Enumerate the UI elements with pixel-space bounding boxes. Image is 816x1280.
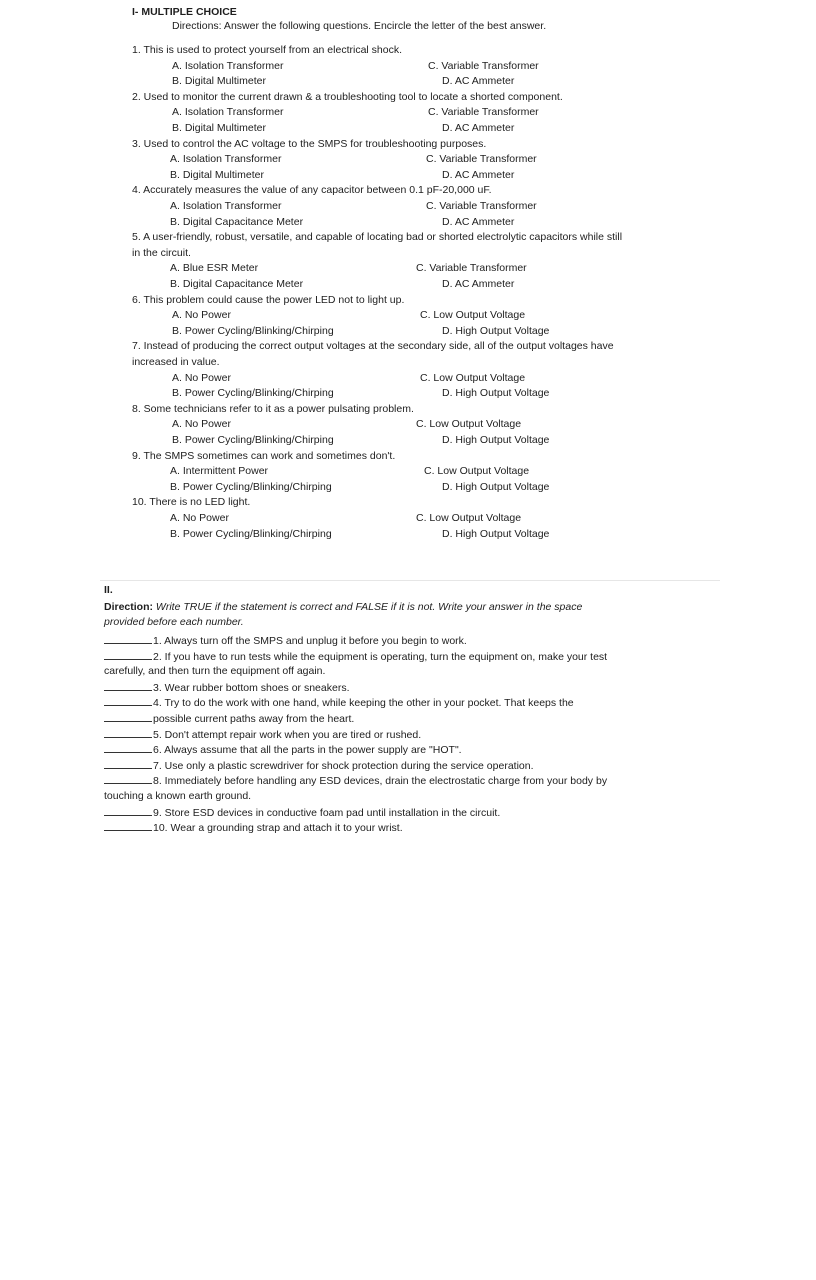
option-d[interactable]: D. AC Ammeter <box>442 75 515 88</box>
option-c[interactable]: C. Variable Transformer <box>428 106 539 119</box>
answer-blank[interactable] <box>104 774 152 784</box>
tf-item <box>104 696 574 710</box>
option-a[interactable]: A. Isolation Transformer <box>170 200 282 212</box>
option-b[interactable]: B. Digital Capacitance Meter <box>170 215 304 228</box>
question-text: 6. This problem could cause the power LED not to light up. <box>132 293 405 306</box>
answer-blank[interactable] <box>104 681 152 691</box>
option-c[interactable]: C. Variable Transformer <box>428 59 539 72</box>
tf-statement: 2. If you have to run tests while the equipment is operating, turn the equipment on, make your test <box>153 650 608 663</box>
answer-blank[interactable] <box>104 634 152 644</box>
tf-statement: 7. Use only a plastic screwdriver for shock protection during the service operation. <box>153 759 534 772</box>
question-text: 2. Used to monitor the current drawn & a troubleshooting tool to locate a shorted component. <box>132 90 563 103</box>
option-a[interactable]: A. No Power <box>172 418 231 431</box>
tf-item <box>104 650 607 664</box>
option-a[interactable]: A. Isolation Transformer <box>172 59 284 72</box>
part1-directions: Directions: Answer the following questions. Encircle the letter of the best answer. <box>172 20 547 32</box>
option-d[interactable]: D. High Output Voltage <box>442 324 550 337</box>
answer-blank[interactable] <box>104 728 152 738</box>
option-b[interactable]: B. Power Cycling/Blinking/Chirping <box>172 387 334 400</box>
tf-statement: 5. Don't attempt repair work when you are tired or rushed. <box>153 728 422 741</box>
option-a[interactable]: A. Isolation Transformer <box>170 153 282 166</box>
option-a[interactable]: A. No Power <box>172 371 231 384</box>
option-b[interactable]: B. Power Cycling/Blinking/Chirping <box>170 480 332 493</box>
option-c[interactable]: C. Low Output Voltage <box>416 512 522 524</box>
option-d[interactable]: D. High Output Voltage <box>442 387 550 400</box>
tf-statement: 8. Immediately before handling any ESD devices, drain the electrostatic charge from your body by <box>153 775 608 788</box>
option-c[interactable]: C. Low Output Voltage <box>424 465 530 478</box>
question-text: increased in value. <box>132 356 220 368</box>
option-d[interactable]: D. AC Ammeter <box>442 278 515 290</box>
direction-label: Direction: <box>104 601 154 613</box>
tf-statement: 10. Wear a grounding strap and attach it to your wrist. <box>153 822 403 835</box>
option-c[interactable]: C. Variable Transformer <box>416 262 527 275</box>
answer-blank[interactable] <box>104 712 152 722</box>
option-d[interactable]: D. AC Ammeter <box>442 168 515 181</box>
tf-item <box>104 728 421 742</box>
question-text: in the circuit. <box>132 246 191 259</box>
question-text: 3. Used to control the AC voltage to the SMPS for troubleshooting purposes. <box>132 137 487 150</box>
part1-heading: I- MULTIPLE CHOICE <box>132 6 237 18</box>
tf-item <box>104 774 607 788</box>
option-b[interactable]: B. Power Cycling/Blinking/Chirping <box>170 527 332 540</box>
option-d[interactable]: D. High Output Voltage <box>442 527 550 540</box>
question-text: 9. The SMPS sometimes can work and sometimes don't. <box>132 449 396 462</box>
option-a[interactable]: A. Intermittent Power <box>170 465 269 478</box>
option-d[interactable]: D. High Output Voltage <box>442 480 550 493</box>
option-d[interactable]: D. AC Ammeter <box>442 122 515 134</box>
question-text: 5. A user-friendly, robust, versatile, and capable of locating bad or shorted electrolytic capacitors while still <box>132 231 623 244</box>
question-text: 4. Accurately measures the value of any capacitor between 0.1 pF-20,000 uF. <box>132 184 492 197</box>
tf-item <box>104 743 462 757</box>
option-d[interactable]: D. AC Ammeter <box>442 215 515 228</box>
option-a[interactable]: A. No Power <box>172 309 231 322</box>
tf-statement: 9. Store ESD devices in conductive foam pad until installation in the circuit. <box>153 806 501 819</box>
tf-item <box>104 759 534 773</box>
tf-item <box>104 821 403 835</box>
tf-statement: 3. Wear rubber bottom shoes or sneakers. <box>153 681 350 694</box>
option-c[interactable]: C. Variable Transformer <box>426 153 537 166</box>
option-b[interactable]: B. Power Cycling/Blinking/Chirping <box>172 434 334 446</box>
tf-item <box>104 806 500 820</box>
tf-statement: 6. Always assume that all the parts in the power supply are "HOT". <box>153 744 462 757</box>
option-b[interactable]: B. Digital Multimeter <box>172 75 266 88</box>
direction-text-2: provided before each number. <box>104 616 244 628</box>
tf-statement-continued: carefully, and then turn the equipment off again. <box>104 665 326 678</box>
option-d[interactable]: D. High Output Voltage <box>442 434 550 446</box>
tf-statement: 4. Try to do the work with one hand, while keeping the other in your pocket. That keeps the <box>153 697 574 710</box>
answer-blank[interactable] <box>104 696 152 706</box>
question-text: 10. There is no LED light. <box>132 496 251 509</box>
part2-heading: II. <box>104 584 113 596</box>
answer-blank[interactable] <box>104 821 152 831</box>
option-b[interactable]: B. Power Cycling/Blinking/Chirping <box>172 324 334 337</box>
option-c[interactable]: C. Variable Transformer <box>426 200 537 212</box>
tf-item-continued <box>104 712 354 726</box>
tf-statement-continued: touching a known earth ground. <box>104 790 252 802</box>
option-b[interactable]: B. Digital Multimeter <box>172 122 266 134</box>
option-c[interactable]: C. Low Output Voltage <box>416 418 522 431</box>
question-text: 1. This is used to protect yourself from an electrical shock. <box>132 44 403 56</box>
question-text: 7. Instead of producing the correct output voltages at the secondary side, all of the output voltages have <box>132 340 614 353</box>
option-c[interactable]: C. Low Output Voltage <box>420 309 526 322</box>
tf-item <box>104 681 350 695</box>
part2-directions <box>104 601 582 614</box>
tf-statement: 1. Always turn off the SMPS and unplug it before you begin to work. <box>153 635 467 647</box>
option-a[interactable]: A. Isolation Transformer <box>172 106 284 119</box>
option-a[interactable]: A. No Power <box>170 512 229 524</box>
answer-blank[interactable] <box>104 806 152 816</box>
section-divider <box>100 580 720 581</box>
question-text: 8. Some technicians refer to it as a power pulsating problem. <box>132 402 414 415</box>
answer-blank[interactable] <box>104 759 152 769</box>
answer-blank[interactable] <box>104 650 152 660</box>
direction-text-1: Write TRUE if the statement is correct and FALSE if it is not. Write your answer in the space <box>153 601 583 613</box>
option-b[interactable]: B. Digital Multimeter <box>170 168 264 181</box>
answer-blank[interactable] <box>104 743 152 753</box>
tf-item <box>104 634 467 648</box>
option-b[interactable]: B. Digital Capacitance Meter <box>170 278 304 290</box>
option-c[interactable]: C. Low Output Voltage <box>420 371 526 384</box>
option-a[interactable]: A. Blue ESR Meter <box>170 262 259 275</box>
tf-statement-continued: possible current paths away from the heart. <box>153 713 355 725</box>
